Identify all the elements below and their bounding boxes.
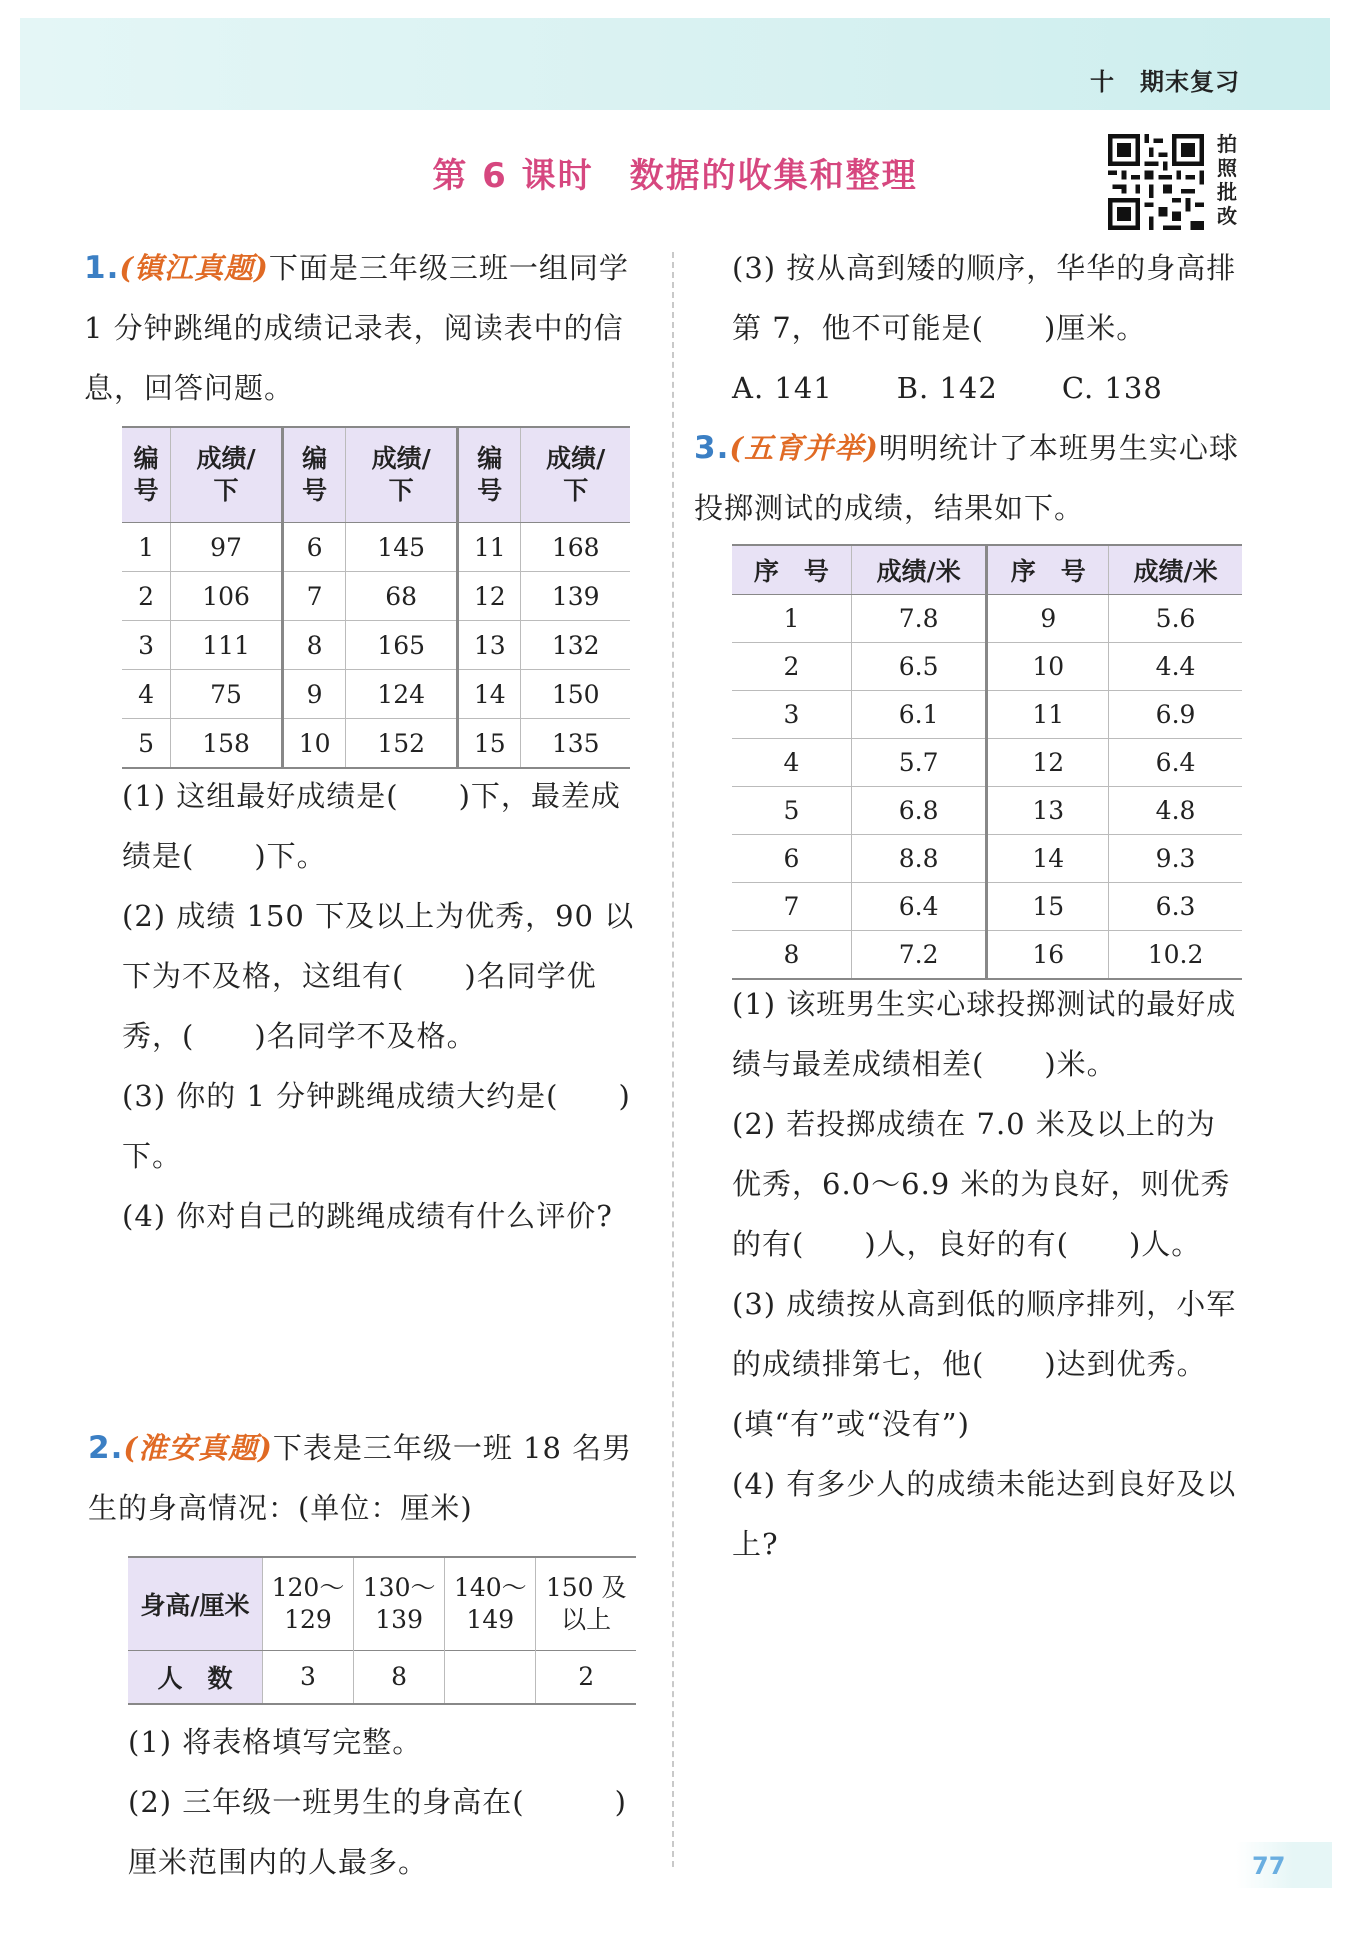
table-header: 编 号	[282, 427, 345, 523]
table-header: 成绩/米	[851, 545, 987, 595]
question-source: (镇江真题)	[119, 251, 269, 285]
table-row: 1 7.8 9 5.6	[732, 595, 1242, 643]
jump-rope-table	[122, 426, 630, 769]
question-1	[84, 238, 636, 418]
question-number: 3.	[694, 430, 730, 466]
blank-cell[interactable]	[445, 1651, 536, 1705]
table-cell: 150 及 以上	[536, 1557, 636, 1651]
question-intro: 明明统计了本班男生实心球投掷测试的成绩，结果如下。	[694, 431, 1239, 525]
table-cell: 120～ 129	[262, 1557, 353, 1651]
column-divider	[672, 252, 674, 1867]
sub-question: (3) 按从高到矮的顺序，华华的身高排第 7，他不可能是( )厘米。	[732, 251, 1237, 345]
option: C. 138	[1061, 371, 1163, 405]
table-row: 3 6.1 11 6.9	[732, 691, 1242, 739]
table-header: 人 数	[128, 1651, 262, 1705]
table-header: 成绩/米	[1109, 545, 1242, 595]
table-header: 成绩/ 下	[171, 427, 283, 523]
q3-table-wrap	[732, 544, 1242, 980]
table-row: 8 7.2 16 10.2	[732, 931, 1242, 980]
table-row: 5 6.8 13 4.8	[732, 787, 1242, 835]
section-label: 十 期末复习	[1090, 68, 1240, 96]
table-header: 成绩/ 下	[346, 427, 458, 523]
table-header: 编 号	[458, 427, 521, 523]
table-row: 4 75 9 124 14 150	[122, 670, 630, 719]
question-2	[88, 1418, 640, 1538]
sub-question: (1) 将表格填写完整。	[128, 1725, 423, 1759]
sub-question: (2) 三年级一班男生的身高在( )厘米范围内的人最多。	[128, 1785, 627, 1879]
sub-question: (1) 该班男生实心球投掷测试的最好成绩与最差成绩相差( )米。	[732, 987, 1237, 1081]
question-intro: 下表是三年级一班 18 名男生的身高情况：(单位：厘米)	[88, 1431, 633, 1525]
q1-table-wrap	[122, 426, 630, 769]
qr-label: 拍 照 批 改	[1217, 132, 1237, 228]
option: B. 142	[896, 371, 998, 405]
table-row: 1 97 6 145 11 168	[122, 523, 630, 572]
q2-table-wrap	[128, 1556, 636, 1705]
sub-question: (3) 成绩按从高到低的顺序排列，小军的成绩排第七，他( )达到优秀。(填“有”或“没有”)	[732, 1287, 1237, 1441]
shot-put-table	[732, 544, 1242, 980]
q2-continued	[732, 238, 1244, 418]
table-row: 2 6.5 10 4.4	[732, 643, 1242, 691]
table-cell: 8	[354, 1651, 445, 1705]
question-3	[694, 418, 1246, 538]
sub-question: (2) 成绩 150 下及以上为优秀，90 以下为不及格，这组有( )名同学优秀，( )名同学不及格。	[122, 899, 635, 1053]
sub-question: (4) 你对自己的跳绳成绩有什么评价?	[122, 1199, 613, 1233]
question-source: (五育并举)	[729, 431, 879, 465]
table-cell: 3	[262, 1651, 353, 1705]
sub-question: (2) 若投掷成绩在 7.0 米及以上的为优秀，6.0～6.9 米的为良好，则优秀的有( )人，良好的有( )人。	[732, 1107, 1231, 1261]
table-header: 序 号	[987, 545, 1109, 595]
lesson-title: 第 6 课时 数据的收集和整理	[432, 156, 918, 196]
height-table	[128, 1556, 636, 1705]
table-row: 7 6.4 15 6.3	[732, 883, 1242, 931]
table-cell: 130～ 139	[354, 1557, 445, 1651]
question-number: 2.	[88, 1430, 124, 1466]
sub-question: (1) 这组最好成绩是( )下，最差成绩是( )下。	[122, 779, 621, 873]
table-row: 4 5.7 12 6.4	[732, 739, 1242, 787]
table-header: 序 号	[732, 545, 851, 595]
sub-question: (3) 你的 1 分钟跳绳成绩大约是( )下。	[122, 1079, 631, 1173]
q3-subquestions	[732, 974, 1244, 1574]
question-source: (淮安真题)	[123, 1431, 273, 1465]
page-number: 77	[1252, 1852, 1286, 1880]
question-intro: 下面是三年级三班一组同学 1 分钟跳绳的成绩记录表，阅读表中的信息，回答问题。	[84, 251, 629, 405]
q2-subquestions	[128, 1712, 640, 1892]
question-number: 1.	[84, 250, 120, 286]
table-row: 6 8.8 14 9.3	[732, 835, 1242, 883]
table-row: 2 106 7 68 12 139	[122, 572, 630, 621]
table-header: 身高/厘米	[128, 1557, 262, 1651]
option: A. 141	[732, 371, 833, 405]
sub-question: (4) 有多少人的成绩未能达到良好及以上?	[732, 1467, 1237, 1561]
table-header: 编 号	[122, 427, 171, 523]
table-row: 5 158 10 152 15 135	[122, 719, 630, 769]
qr-code-icon[interactable]	[1108, 132, 1204, 232]
table-header: 成绩/ 下	[521, 427, 630, 523]
q1-subquestions	[122, 766, 638, 1246]
table-cell: 140～ 149	[445, 1557, 536, 1651]
table-cell: 2	[536, 1651, 636, 1705]
table-row: 3 111 8 165 13 132	[122, 621, 630, 670]
